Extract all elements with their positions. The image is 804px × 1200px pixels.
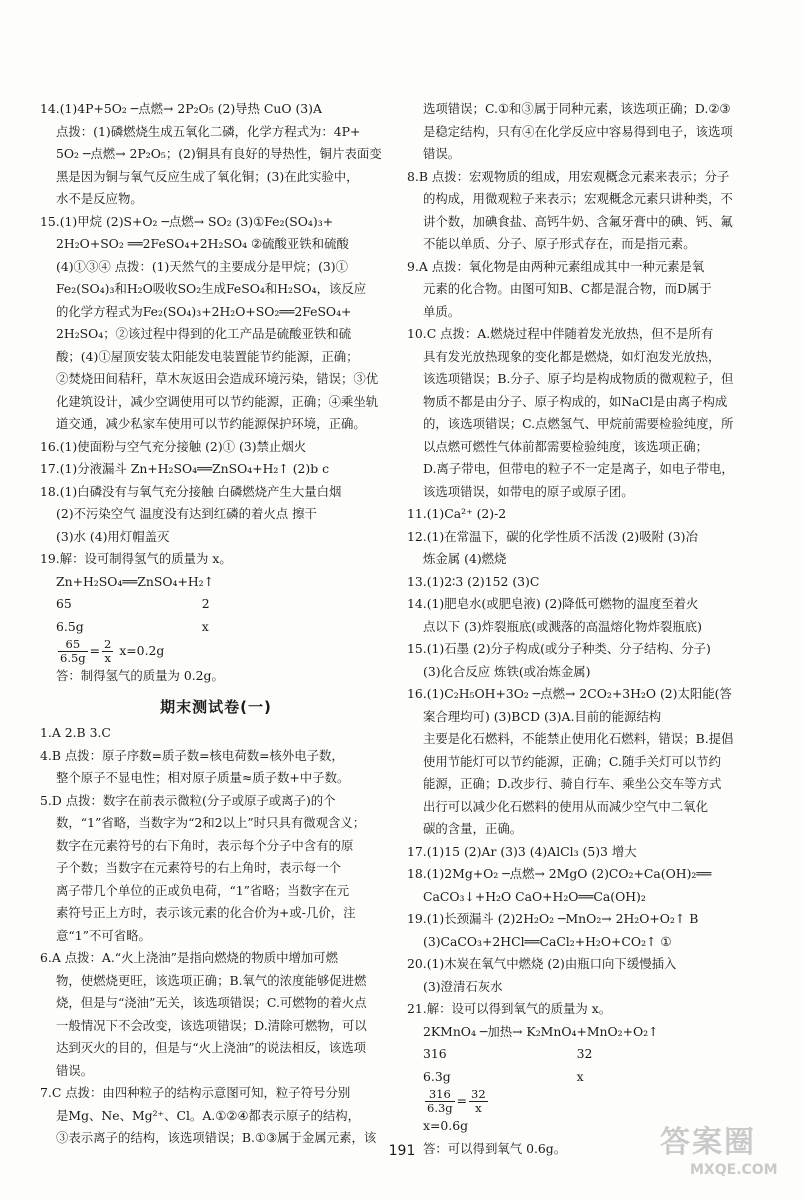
- fraction: $\frac{316}{6.3g}$: [427, 1087, 453, 1115]
- answer-line: 15.(1)石墨 (2)分子构成(或分子种类、分子结构、分子): [407, 641, 711, 656]
- answer-line: 2H₂O+SO₂ ══2FeSO₄+2H₂SO₄ ②硫酸亚铁和硫酸: [56, 236, 349, 251]
- answer-line: 达到灭火的目的，但是与“火上浇油”的说法相反，该选项: [56, 1040, 367, 1055]
- answer-line: 的构成，用微观粒子来表示；宏观概念元素只讲种类，不: [423, 191, 733, 206]
- answer-line: 14.(1)肥皂水(或肥皂液) (2)降低可燃物的温度至着火: [407, 596, 699, 611]
- answer-line: 以点燃可燃性气体前都需要检验纯度，该选项正确；: [423, 438, 708, 454]
- answer-line: 5O₂ ─点燃→ 2P₂O₅；(2)铜具有良好的导热性，铜片表面变: [56, 146, 382, 161]
- answer-line: 该选项错误，如带电的原子或原子团。: [423, 483, 634, 499]
- answer-line: (2)不污染空气 温度没有达到红磷的着火点 擦干: [56, 506, 317, 521]
- answer-line: 316 32: [423, 1046, 593, 1061]
- answer-line: 5.D 点拨：数字在前表示微粒(分子或原子或离子)的个: [40, 792, 336, 808]
- answer-line: (3)CaCO₃+2HCl══CaCl₂+H₂O+CO₂↑ ①: [423, 933, 672, 949]
- answer-line: 18.(1)白磷没有与氧气充分接触 白磷燃烧产生大量白烟: [40, 483, 342, 499]
- answer-line: x=0.6g: [423, 1118, 469, 1133]
- answer-line: 选项错误；C.①和③属于同种元素，该选项正确；D.②③: [423, 101, 731, 116]
- answer-line: 65 2: [56, 596, 210, 611]
- answer-line: 素符号正上方时，表示该元素的化合价为+或-几价，注: [56, 905, 356, 920]
- answer-line: 16.(1)C₂H₅OH+3O₂ ─点燃→ 2CO₂+3H₂O (2)太阳能(答: [407, 686, 732, 701]
- answer-line: 6.3g x: [423, 1068, 584, 1084]
- answer-line: 4.B 点拨：原子序数=质子数=核电荷数=核外电子数，: [40, 747, 344, 763]
- answer-line: 物，使燃烧更旺，该选项正确；B.氧气的浓度能够促进燃: [56, 972, 367, 988]
- answer-line: 答：可以得到氧气 0.6g。: [423, 1140, 567, 1156]
- answer-line: 是Mg、Ne、Mg²⁺、Cl。A.①②④都表示原子的结构，: [56, 1107, 361, 1123]
- answer-line: 答：制得氢气的质量为 0.2g。: [56, 668, 224, 683]
- answer-line: 意“1”不可省略。: [56, 927, 151, 943]
- watermark-logo: [660, 1125, 800, 1195]
- answer-line: 具有发光放热现象的变化都是燃烧，如灯泡发光放热，: [423, 348, 721, 364]
- answer-line: 子个数；当数字在元素符号的右上角时，表示每一个: [56, 860, 341, 875]
- answer-line: 是稳定结构，只有④在化学反应中容易得到电子，该选项: [423, 123, 733, 139]
- answer-line: 元素的化合物。由图可知B、C都是混合物，而D属于: [423, 281, 712, 296]
- answer-line: 使用节能灯可以节约能源，正确；C.随手关灯可以节约: [423, 753, 721, 769]
- answer-line: 讲个数，加碘食盐、高钙牛奶、含氟牙膏中的碘、钙、氟: [423, 213, 733, 229]
- answer-line: 14.(1)4P+5O₂ ─点燃→ 2P₂O₅ (2)导热 CuO (3)A: [40, 101, 322, 116]
- answer-line: 21.解：设可以得到氧气的质量为 x。: [407, 1001, 612, 1016]
- answer-line: 整个原子不显电性；相对原子质量≈质子数+中子数。: [56, 770, 350, 785]
- answer-line: 化建筑设计，减少空调使用可以节约能源，正确；④乘坐轨: [56, 393, 379, 409]
- left-column: [40, 98, 392, 1150]
- answer-line: 主要是化石燃料，不能禁止使用化石燃料，错误；B.提倡: [423, 731, 734, 746]
- answer-line: (3)化合反应 炼铁(或冶炼金属): [423, 663, 591, 679]
- answer-line: 2KMnO₄ ─加热→ K₂MnO₄+MnO₂+O₂↑: [423, 1023, 659, 1039]
- answer-line: 8.B 点拨：宏观物质的组成，用宏观概念元素来表示；分子: [407, 168, 730, 184]
- answer-line: 错误。: [423, 146, 461, 161]
- answer-line: 烧，但是与“浇油”无关，该选项错误；C.可燃物的着火点: [56, 995, 367, 1010]
- answer-line: (3)水 (4)用灯帽盖灭: [56, 528, 170, 544]
- answer-line: 数，“1”省略，当数字为“2和2以上”时只具有微观含义；: [56, 815, 366, 830]
- answer-line: 错误。: [56, 1062, 94, 1078]
- answer-line: (4)①③④ 点拨：(1)天然气的主要成分是甲烷；(3)①: [56, 258, 349, 274]
- equation-line: $\frac{65}{6.5g}$ = $\frac{2}{x}$ x=0.2g: [60, 637, 165, 665]
- answer-line: 15.(1)甲烷 (2)S+O₂ ─点燃→ SO₂ (3)①Fe₂(SO₄)₃+: [40, 213, 334, 229]
- answer-line: 13.(1)2∶3 (2)152 (3)C: [407, 573, 540, 589]
- answer-line: 6.5g x: [56, 618, 209, 634]
- answer-line: 能源，正确；D.改步行、骑自行车、乘坐公交车等方式: [423, 776, 722, 791]
- answer-line: 20.(1)木炭在氧气中燃烧 (2)由瓶口向下缓慢插入: [407, 956, 677, 971]
- answer-line: 点拨：(1)磷燃烧生成五氧化二磷，化学方程式为：4P+: [56, 123, 361, 139]
- answer-line: 7.C 点拨：由四种粒子的结构示意图可知，粒子符号分别: [40, 1085, 351, 1100]
- answer-line: 9.A 点拨：氧化物是由两种元素组成其中一种元素是氧: [407, 258, 705, 274]
- answer-line: 一般情况下不会改变，该选项错误；D.清除可燃物，可以: [56, 1017, 367, 1033]
- answer-line: ②焚烧田间秸秆，草木灰返田会造成环境污染，错误；③优: [56, 371, 379, 386]
- answer-line: 出行可以减少化石燃料的使用从而减少空气中二氧化: [423, 798, 708, 814]
- answer-line: 16.(1)使面粉与空气充分接触 (2)① (3)禁止烟火: [40, 438, 307, 454]
- answer-line: 该选项错误；B.分子、原子均是构成物质的微观粒子，但: [423, 371, 734, 386]
- equation-line: $\frac{316}{6.3g}$ = $\frac{32}{x}$: [427, 1087, 486, 1115]
- answer-line: Fe₂(SO₄)₃和H₂O吸收SO₂生成FeSO₄和H₂SO₄，该反应: [56, 281, 367, 296]
- answer-line: 11.(1)Ca²⁺ (2)-2: [407, 506, 507, 521]
- answer-line: 19.(1)长颈漏斗 (2)2H₂O₂ ─MnO₂→ 2H₂O+O₂↑ B: [407, 911, 699, 926]
- answer-line: 碳的含量，正确。: [423, 821, 523, 836]
- answer-line: 物质不都是由分子、原子构成的，如NaCl是由离子构成: [423, 393, 728, 409]
- answer-line: 离子带几个单位的正或负电荷，“1”省略；当数字在元: [56, 882, 350, 898]
- watermark-text: 答案圈: [660, 1125, 756, 1160]
- answer-line: 19.解：设可制得氢气的质量为 x。: [40, 551, 232, 566]
- answer-line: 17.(1)分液漏斗 Zn+H₂SO₄══ZnSO₄+H₂↑ (2)b c: [40, 461, 330, 476]
- answer-line: 炼金属 (4)燃烧: [423, 551, 507, 566]
- page-number: 191: [388, 1143, 416, 1159]
- answer-line: 2H₂SO₄；②该过程中得到的化工产品是硫酸亚铁和硫: [56, 326, 352, 341]
- answer-line: CaCO₃↓+H₂O CaO+H₂O══Ca(OH)₂: [423, 888, 646, 904]
- answer-line: Zn+H₂SO₄══ZnSO₄+H₂↑: [56, 573, 215, 589]
- watermark-url: MXQE.COM: [690, 1162, 778, 1178]
- answer-line: 10.C 点拨：A.燃烧过程中伴随着发光放热，但不是所有: [407, 326, 714, 341]
- answer-line: 点以下 (3)炸裂瓶底(或溅落的高温熔化物炸裂瓶底): [423, 618, 702, 634]
- fraction: $\frac{2}{x}$: [104, 637, 112, 665]
- section-heading: 期末测试卷(一): [160, 697, 272, 716]
- fraction: $\frac{32}{x}$: [471, 1087, 486, 1115]
- answer-line: 道交通，减少私家车使用可以节约能源保护环境，正确。: [56, 416, 366, 431]
- answer-line: 数字在元素符号的右下角时，表示每个分子中含有的原: [56, 837, 354, 853]
- answer-line: 水不是反应物。: [56, 191, 143, 206]
- fraction: $\frac{65}{6.5g}$: [60, 637, 86, 665]
- answer-line: 12.(1)在常温下，碳的化学性质不活泼 (2)吸附 (3)冶: [407, 528, 698, 544]
- answer-line: 案合理均可) (3)BCD (3)A.目前的能源结构: [423, 708, 662, 724]
- answer-line: 6.A 点拨：A.“火上浇油”是指向燃烧的物质中增加可燃: [40, 950, 339, 965]
- answer-line: 1.A 2.B 3.C: [40, 725, 111, 740]
- answer-line: 单质。: [423, 303, 461, 319]
- answer-line: 的化学方程式为Fe₂(SO₄)₃+2H₂O+SO₂══2FeSO₄+: [56, 303, 352, 319]
- answer-line: 17.(1)15 (2)Ar (3)3 (4)AlCl₃ (5)3 增大: [407, 843, 637, 859]
- answer-line: 18.(1)2Mg+O₂ ─点燃→ 2MgO (2)CO₂+Ca(OH)₂══: [407, 866, 712, 881]
- answer-line: 的，该选项错误；C.点燃氢气、甲烷前需要检验纯度，所: [423, 416, 734, 431]
- answer-line: 黑是因为铜与氧气反应生成了氧化铜；(3)在此实验中，: [56, 168, 359, 184]
- answer-line: 酸；(4)①屋顶安装太阳能发电装置能节约能源，正确；: [56, 348, 359, 364]
- answer-line: 不能以单质、分子、原子形式存在，而是指元素。: [423, 236, 696, 251]
- right-column: [407, 98, 767, 1160]
- answer-line: D.离子带电，但带电的粒子不一定是离子，如电子带电，: [423, 461, 734, 476]
- answer-line: (3)澄清石灰水: [423, 978, 503, 994]
- answer-line: ③表示离子的结构，该选项错误；B.①③属于金属元素，该: [56, 1130, 377, 1145]
